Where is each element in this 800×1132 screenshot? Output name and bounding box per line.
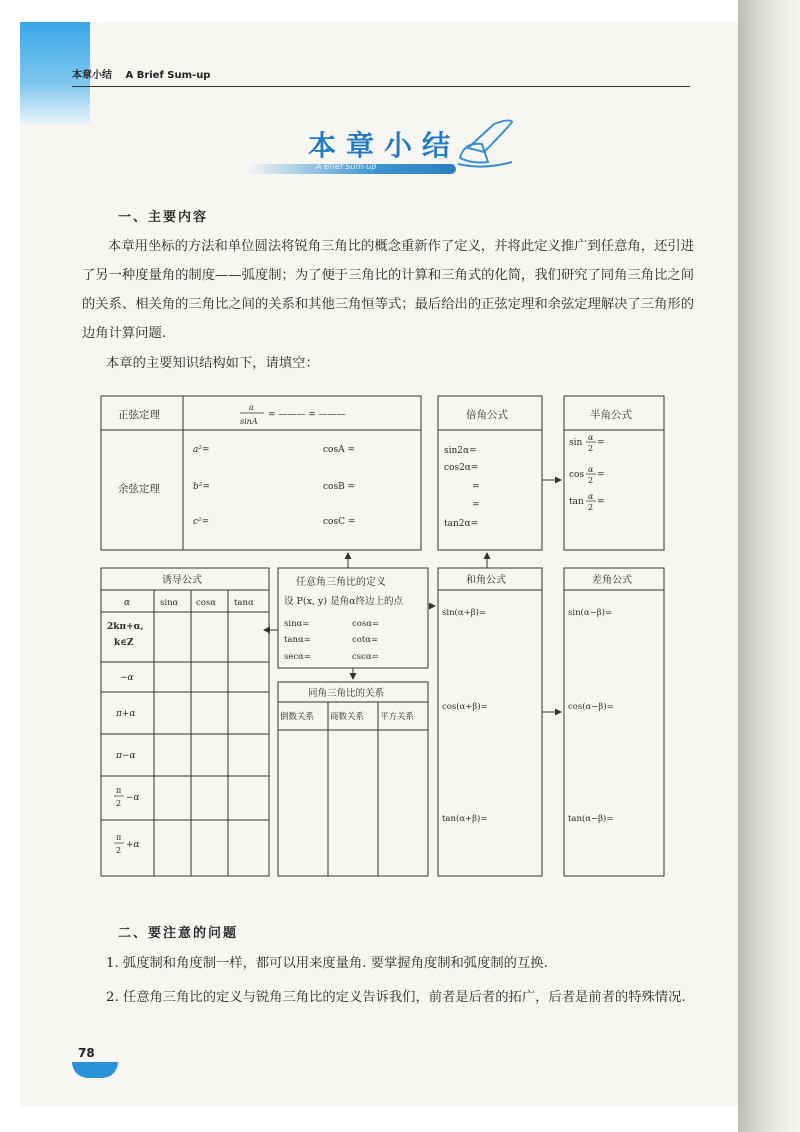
sine-law-rest: = ——— = ——— bbox=[268, 410, 346, 420]
svg-text:2: 2 bbox=[116, 846, 122, 855]
definition-right-1: cosα= bbox=[352, 619, 380, 629]
diff-angle-label: 差角公式 bbox=[592, 575, 632, 586]
header-chapter-cn: 本章小结 bbox=[72, 70, 112, 81]
header-chapter-en: A Brief Sum-up bbox=[125, 70, 211, 81]
induction-col-tan: tanα bbox=[234, 598, 254, 608]
half-angle-sin bbox=[569, 433, 605, 453]
svg-text:2: 2 bbox=[588, 444, 594, 453]
page-number: 78 bbox=[78, 1046, 95, 1060]
diff-angle-3: tan(α−β)= bbox=[568, 814, 614, 824]
induction-row-2: −α bbox=[120, 673, 134, 683]
diff-angle-2: cos(α−β)= bbox=[568, 702, 614, 712]
page-number-bar bbox=[72, 1062, 118, 1078]
svg-text:α: α bbox=[588, 465, 594, 474]
induction-row-5 bbox=[114, 786, 140, 808]
svg-text:+α: +α bbox=[126, 840, 140, 850]
induction-table bbox=[101, 568, 269, 876]
induction-row-1b: k∈Z bbox=[114, 638, 134, 648]
svg-text:cos: cos bbox=[569, 470, 585, 480]
svg-text:=: = bbox=[597, 438, 605, 448]
sum-angle-1: sin(α+β)= bbox=[442, 608, 487, 618]
induction-row-3: π+α bbox=[116, 709, 136, 719]
induction-col-sin: sinα bbox=[160, 598, 179, 608]
definition-subtitle: 设 P(x, y) 是角α终边上的点 bbox=[284, 596, 404, 607]
diff-angle-1: sin(α−β)= bbox=[568, 608, 613, 618]
sum-angle-3: tan(α+β)= bbox=[442, 814, 488, 824]
induction-col-cos: cosα bbox=[196, 598, 216, 608]
sine-law-num: a bbox=[249, 403, 254, 412]
induction-col-alpha: α bbox=[124, 598, 131, 608]
page-title: 本章小结 bbox=[307, 129, 460, 162]
double-angle-3: = bbox=[472, 482, 480, 492]
same-angle-col-3: 平方关系 bbox=[380, 712, 415, 722]
page-number-badge bbox=[72, 1046, 118, 1080]
cos-law-right-3: cosC = bbox=[323, 517, 356, 527]
same-angle-col-2: 商数关系 bbox=[330, 712, 365, 722]
same-angle-col-1: 倒数关系 bbox=[280, 712, 315, 722]
induction-row-1a: 2kπ+α, bbox=[107, 622, 144, 632]
sum-angle-2: cos(α+β)= bbox=[442, 702, 488, 712]
section1-paragraph: 本章用坐标的方法和单位圆法将锐角三角比的概念重新作了定义，并将此定义推广到任意角，还引进了另一种度量角的制度——弧度制；为了便于三角比的计算和三角式的化简，我们研究了同角三角比之间的关系、相关角的三角比之间的关系和其他三角恒等式；最后给出的正弦定理和余弦定理解决了三角形的边角计算问题. bbox=[82, 239, 694, 341]
cosine-law-label: 余弦定理 bbox=[118, 483, 160, 495]
same-angle-label: 同角三角比的关系 bbox=[308, 688, 385, 699]
half-angle-cos bbox=[569, 465, 605, 485]
induction-row-6 bbox=[114, 833, 140, 855]
double-angle-5: tan2α= bbox=[444, 519, 479, 529]
section2-heading: 二、要注意的问题 bbox=[118, 926, 239, 941]
title-subtitle: A Brief Sum-up bbox=[316, 162, 377, 171]
half-angle-tan bbox=[569, 492, 605, 512]
svg-text:π: π bbox=[116, 786, 122, 795]
definition-right-2: cotα= bbox=[352, 635, 379, 645]
induction-label: 诱导公式 bbox=[162, 575, 202, 586]
svg-text:2: 2 bbox=[116, 799, 122, 808]
double-angle-2: cos2α= bbox=[444, 463, 479, 473]
cos-law-right-2: cosB = bbox=[323, 482, 356, 492]
cos-law-left-2: b²= bbox=[193, 482, 210, 492]
svg-text:α: α bbox=[588, 492, 594, 501]
section2-item1: 1. 弧度制和角度制一样，都可以用来度量角. 要掌握角度制和弧度制的互换. bbox=[106, 956, 548, 971]
svg-text:α: α bbox=[588, 433, 594, 442]
double-angle-label: 倍角公式 bbox=[466, 409, 508, 421]
definition-left-3: secα= bbox=[284, 652, 312, 662]
half-angle-label: 半角公式 bbox=[590, 409, 632, 421]
section1-prompt: 本章的主要知识结构如下，请填空： bbox=[106, 356, 319, 371]
svg-text:−α: −α bbox=[126, 793, 140, 803]
cos-law-right-1: cosA = bbox=[323, 445, 355, 455]
svg-text:tan: tan bbox=[569, 497, 584, 507]
svg-text:=: = bbox=[597, 497, 605, 507]
sine-law-label: 正弦定理 bbox=[118, 409, 160, 421]
svg-text:sin: sin bbox=[569, 438, 583, 448]
induction-row-4: π−α bbox=[116, 751, 136, 761]
definition-left-2: tanα= bbox=[284, 635, 311, 645]
svg-text:=: = bbox=[597, 470, 605, 480]
definition-label: 任意角三角比的定义 bbox=[296, 577, 386, 588]
sine-law-den: sinA bbox=[240, 417, 258, 426]
cos-law-left-3: c²= bbox=[193, 517, 210, 527]
double-angle-4: = bbox=[472, 500, 480, 510]
definition-right-3: cscα= bbox=[352, 652, 379, 662]
definition-left-1: sinα= bbox=[284, 619, 310, 629]
svg-text:2: 2 bbox=[588, 476, 594, 485]
section2-item2: 2. 任意角三角比的定义与锐角三角比的定义告诉我们，前者是后者的拓广，后者是前者的特殊情况. bbox=[106, 990, 686, 1005]
sum-angle-label: 和角公式 bbox=[466, 575, 506, 586]
section1-heading: 一、主要内容 bbox=[118, 210, 209, 225]
svg-text:π: π bbox=[116, 833, 122, 842]
svg-text:2: 2 bbox=[588, 503, 594, 512]
double-angle-1: sin2α= bbox=[444, 446, 477, 456]
cos-law-left-1: a²= bbox=[193, 445, 210, 455]
